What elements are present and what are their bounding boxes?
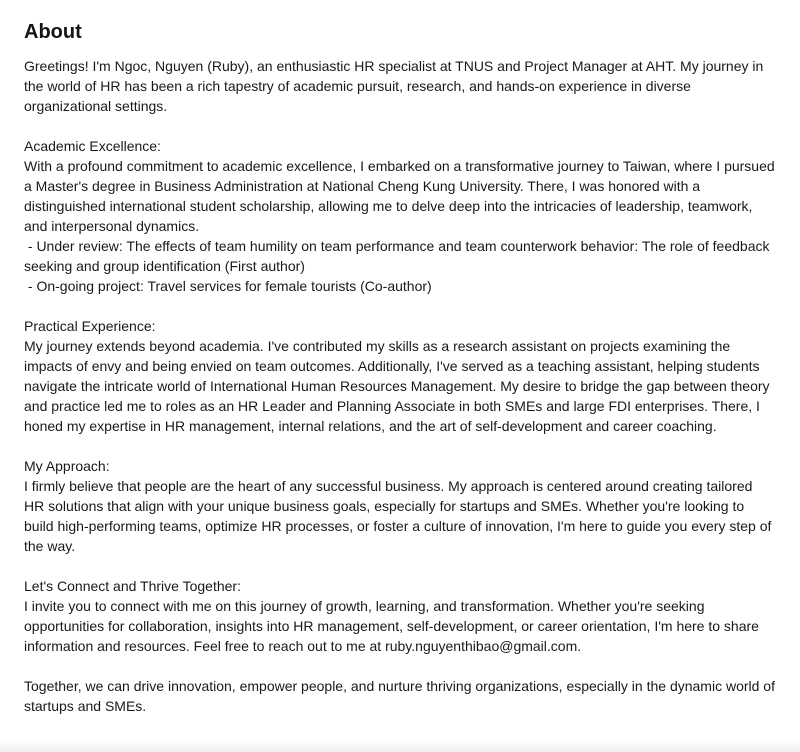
bottom-divider bbox=[0, 740, 800, 752]
about-text: Greetings! I'm Ngoc, Nguyen (Ruby), an enthusiastic HR specialist at TNUS and Project Manager at AHT. My journey in the world of HR has been a rich tapestry of academic pursuit, research, and hands-on experience in diverse organizational settings. Academic Excellence: With a profound commitment to academic excellence, I embarked on a transformative journey to Taiwan, where I pursued a Master's degree in Business Administration at National Cheng Kung University. There, I was honored with a distinguished international student scholarship, allowing me to delve deep into the intricacies of leadership, teamwork, and interpersonal dynamics. - Under review: The effects of team humility on team performance and team counterwork behavior: The role of feedback seeking and group identification (First author) - On-going project: Travel services for female tourists (Co-author) Practical Experience: My journey extends beyond academia. I've contributed my skills as a research assistant on projects examining the impacts of envy and being envied on team outcomes. Additionally, I've served as a teaching assistant, helping students navigate the intricate world of International Human Resources Management. My desire to bridge the gap between theory and practice led me to roles as an HR Leader and Planning Associate in both SMEs and large FDI enterprises. There, I honed my expertise in HR management, internal relations, and the art of self-development and career coaching. My Approach: I firmly believe that people are the heart of any successful business. My approach is centered around creating tailored HR solutions that align with your unique business goals, especially for startups and SMEs. Whether you're looking to build high-performing teams, optimize HR processes, or foster a culture of innovation, I'm here to guide you every step of the way. Let's Connect and Thrive Together: I invite you to connect with me on this journey of growth, learning, and transformation. Whether you're seeking opportunities for collaboration, insights into HR management, self-development, or career orientation, I'm here to share information and resources. Feel free to reach out to me at ruby.nguyenthibao@gmail.com. Together, we can drive innovation, empower people, and nurture thriving organizations, especially in the dynamic world of startups and SMEs. bbox=[24, 58, 775, 714]
about-heading: About bbox=[24, 21, 82, 43]
